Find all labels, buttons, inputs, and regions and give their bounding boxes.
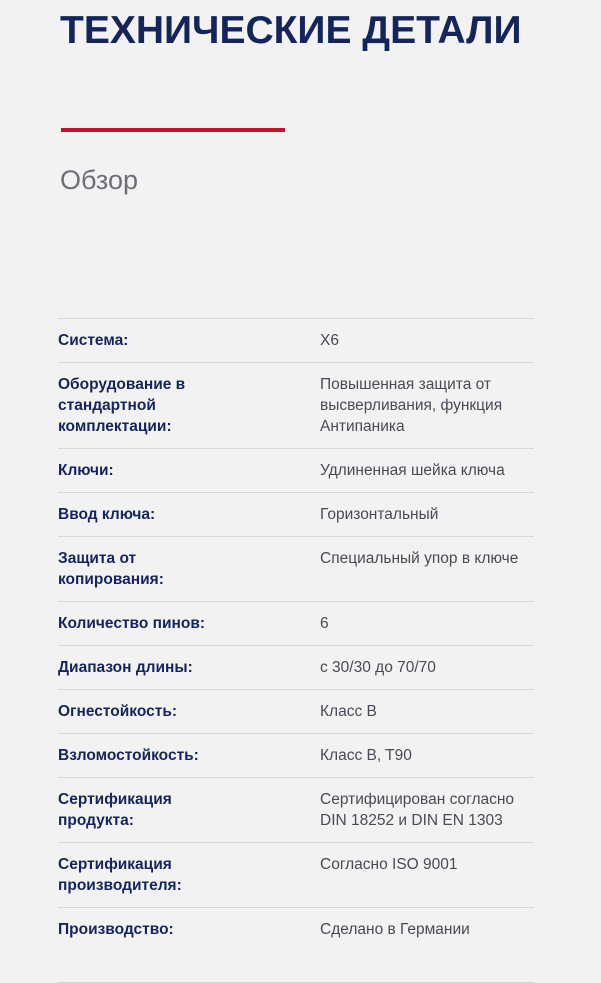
spec-label: Оборудование в стандартной комплектации: [58,376,186,435]
spec-label: Защита от копирования: [58,550,164,588]
specifications-table [58,318,534,983]
spec-value: Удлиненная шейка ключа [320,462,505,479]
spec-value: Горизонтальный [320,506,439,523]
spec-value: Специальный упор в ключе [320,550,519,567]
spec-label: Взломостойкость: [58,747,199,764]
page-title: ТЕХНИЧЕСКИЕ ДЕТАЛИ [60,9,522,52]
table-row [58,493,534,537]
spec-label: Количество пинов: [58,615,206,632]
table-row [58,908,534,983]
table-row [58,602,534,646]
spec-value: 6 [320,615,329,632]
table-row [58,734,534,778]
spec-label: Огнестойкость: [58,703,178,720]
spec-value-text: Сделано в Германии [320,921,470,938]
spec-value: Класс B, T90 [320,747,412,764]
table-row [58,363,534,449]
spec-value: с 30/30 до 70/70 [320,659,436,676]
spec-label: Диапазон длины: [58,659,193,676]
table-row [58,319,534,363]
spec-value: Сертифицирован согласно DIN 18252 и DIN EN 1303 [320,791,515,829]
spec-label: Ввод ключа: [58,506,156,523]
section-subtitle: Обзор [60,165,138,195]
table-row [58,690,534,734]
table-row [58,646,534,690]
spec-label: Сертификация производителя: [58,856,182,894]
spec-value: X6 [320,332,339,349]
spec-value: Класс B [320,703,377,720]
spec-value: Повышенная защита от высверливания, функция Антипаника [320,376,503,435]
spec-value [260,908,534,983]
spec-label: Система: [58,332,129,349]
table-row [58,778,534,843]
spec-value: Согласно ISO 9001 [320,856,458,873]
spec-label: Ключи: [58,462,114,479]
spec-label: Производство: [58,921,174,938]
table-row [58,449,534,493]
table-row [58,537,534,602]
title-underline-divider [61,128,285,132]
spec-label: Сертификация продукта: [58,791,172,829]
table-row [58,843,534,908]
germany-flag-icon [320,948,356,971]
